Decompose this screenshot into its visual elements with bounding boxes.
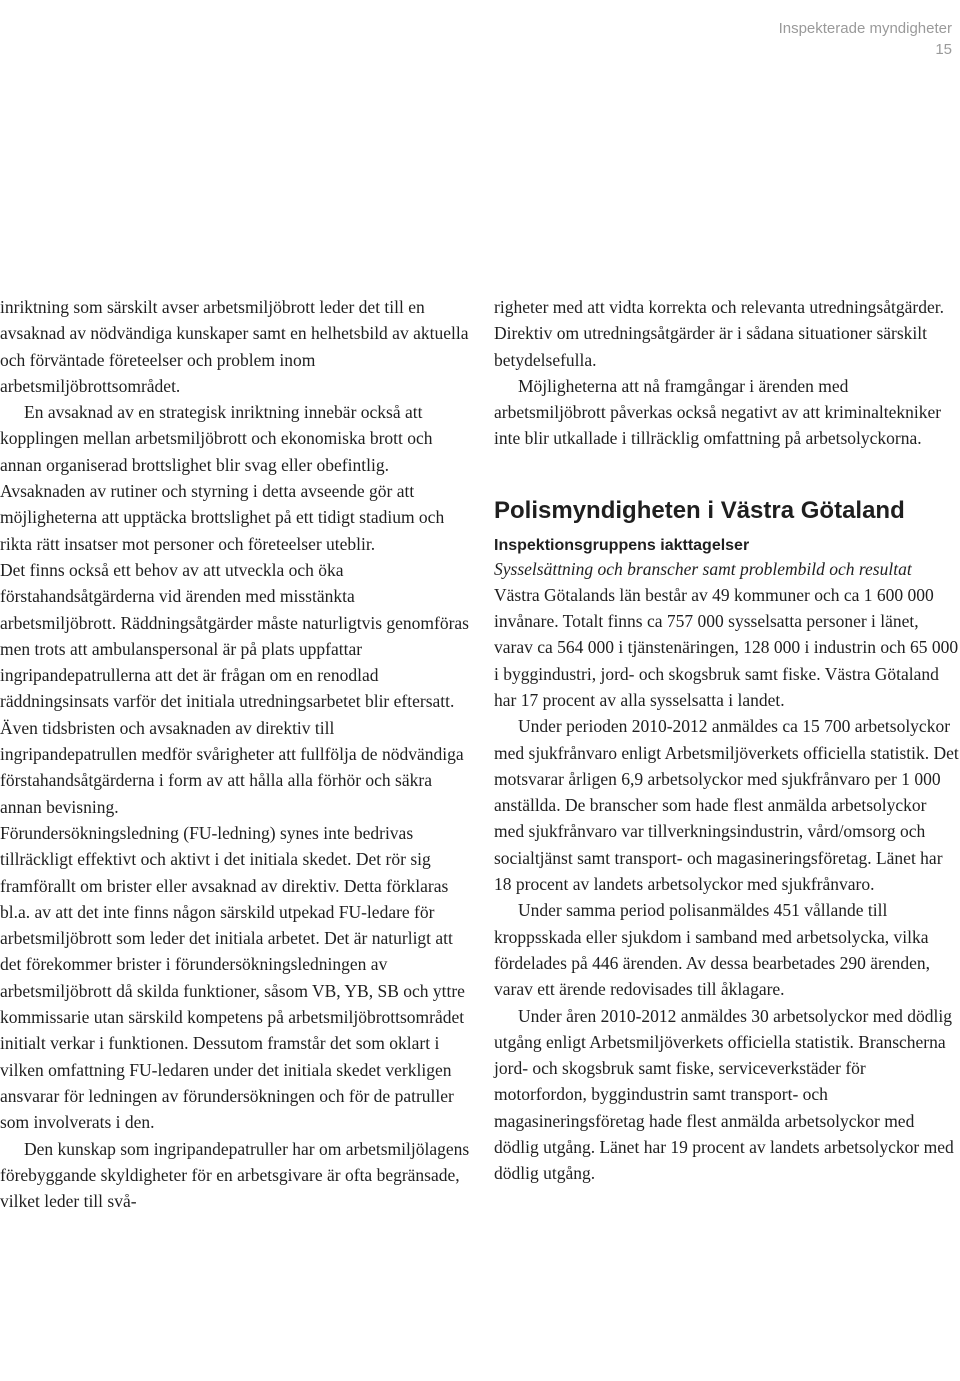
subsubheading: Sysselsättning och branscher samt problembild och resultat	[494, 558, 912, 579]
paragraph: Under perioden 2010-2012 anmäldes ca 15 700 arbetsolyckor med sjukfrånvaro enligt Arbetsmiljöverkets officiella statistik. Det motsvarar årligen 6,9 arbetsolyckor med sjukfrånvaro per 1 000 anställda. De branscher som hade flest anmälda arbetsolyckor med sjukfrånvaro var tillverkningsindustrin, vård/omsorg och socialtjänst samt transport- och magasineringsföretag. Länet har 18 procent av landets arbetsolyckor med sjukfrånvaro.	[494, 716, 959, 895]
subheading: Inspektionsgruppens iakttagelser	[494, 536, 750, 554]
paragraph: En avsaknad av en strategisk inriktning innebär också att kopplingen mellan arbetsmiljöbrott och ekonomiska brott och annan organiserad brottslighet blir svag eller obefintlig. Avsaknaden av rutiner och styrning i detta avseende gör att möjligheterna att upptäcka brottslighet på ett tidigt stadium och rikta rätt insatser mot personer och företeelser uteblir.	[0, 402, 445, 554]
paragraph: Västra Götalands län består av 49 kommuner och ca 1 600 000 invånare. Totalt finns ca 757 000 sysselsatta personer i länet, varav ca 564 000 i tjänstenäringen, 128 000 i industrin och 65 000 i byggindustri, jord- och skogsbruk samt fiske. Västra Götaland har 17 procent av alla sysselsatta i landet.	[494, 584, 959, 710]
right-column	[494, 294, 960, 1187]
paragraph: righeter med att vidta korrekta och relevanta utredningsåtgärder. Direktiv om utredningsåtgärder är i sådana situationer särskilt betydelsefulla.	[494, 297, 944, 370]
page-number: 15	[935, 41, 952, 58]
running-head-section: Inspekterade myndigheter	[778, 20, 952, 37]
paragraph: Möjligheterna att nå framgångar i ärenden med arbetsmiljöbrott påverkas också negativt av att kriminaltekniker inte blir utkallade i tillräcklig omfattning på arbetsolyckorna.	[494, 375, 942, 449]
section-title: Polismyndigheten i Västra Götaland	[494, 496, 905, 524]
running-head	[779, 18, 952, 60]
left-column	[0, 294, 470, 1214]
paragraph: Den kunskap som ingripandepatruller har om arbetsmiljölagens förebyggande skyldigheter för en arbetsgivare är ofta begränsade, vilket leder till svå-	[0, 1138, 470, 1212]
paragraph: inriktning som särskilt avser arbetsmiljöbrott leder det till en avsaknad av nödvändiga kunskaper samt en helhetsbild av aktuella och förväntade företeelser och problem inom arbetsmiljöbrottsområdet.	[0, 297, 469, 396]
paragraph: Det finns också ett behov av att utveckla och öka förstahandsåtgärderna vid ärenden med misstänkta arbetsmiljöbrott. Räddningsåtgärder måste naturligtvis genomföras men trots att ambulanspersonal är på plats uppfattar ingripandepatrullerna att det är frågan om en renodlad räddningsinsats varför det initiala utredningsarbetet blir eftersatt. Även tidsbristen och avsaknaden av direktiv till ingripandepatrullen medför svårigheter att fullfölja de nödvändiga förstahandsåtgärderna i form av att hålla alla förhör och säkra annan bevisning.	[0, 559, 469, 817]
paragraph: Under samma period polisanmäldes 451 vållande till kroppsskada eller sjukdom i samband med arbetsolycka, vilka fördelades på 446 ärenden. Av dessa bearbetades 290 ärenden, varav ett ärende redovisades till åklagare.	[494, 900, 931, 1000]
paragraph: Förundersökningsledning (FU-ledning) synes inte bedrivas tillräckligt effektivt och aktivt i det initiala skedet. Det rör sig framförallt om brister eller avsaknad av direktiv. Detta förklaras bl.a. av att det inte finns någon särskild utpekad FU-ledare för arbetsmiljöbrott som leder det initiala arbetet. Det är naturligt att det förekommer brister i förundersökningsledningen av arbetsmiljöbrott då skilda funktioner, såsom VB, YB, SB och yttre kommissarie utan särskild kompetens på arbetsmiljöbrottsområdet initialt verkar i funktionen. Dessutom framstår det som oklart i vilken omfattning FU-ledaren under det initiala skedet verkligen ansvarar för ledningen av förundersökningen och för de patruller som involverats i den.	[0, 822, 465, 1133]
paragraph: Under åren 2010-2012 anmäldes 30 arbetsolyckor med dödlig utgång enligt Arbetsmiljöverkets officiella statistik. Branscherna jord- och skogsbruk samt fiske, serviceverkstäder för motorfordon, byggindustrin samt transport- och magasineringsföretag hade flest anmälda arbetsolyckor med dödlig utgång. Länet har 19 procent av landets arbetsolyckor med dödlig utgång.	[494, 1005, 954, 1184]
